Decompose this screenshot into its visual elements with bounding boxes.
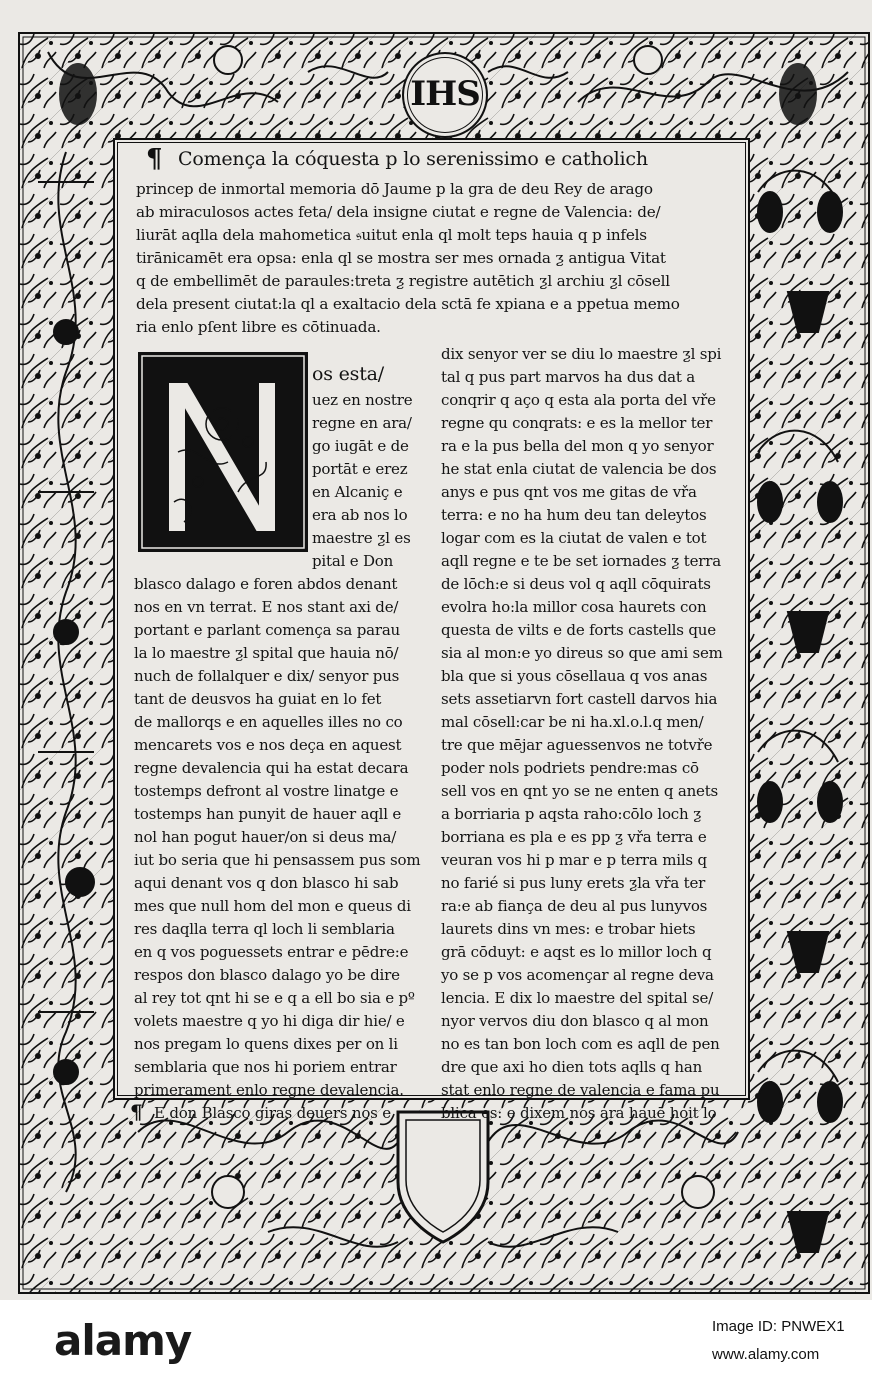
heading-line: q de embellimēt de paraules:treta ƺ registre autētich ƺl archiu ƺl cōsell	[136, 272, 670, 290]
column-line: respos don blasco dalago yo be dire	[134, 966, 400, 984]
ihs-medallion	[402, 52, 488, 138]
column-line: logar com es la ciutat de valen e tot	[441, 529, 707, 547]
pilcrow-mark: ¶	[130, 1100, 143, 1124]
column-line: pital e Don	[312, 552, 394, 570]
column-line: questa de vilts e de forts castells que	[441, 621, 716, 639]
column-line: laurets dins vn mes: e trobar hiets	[441, 920, 696, 938]
column-line: dre que axi ho dien tots aqlls q han	[441, 1058, 703, 1076]
column-line: nol han pogut hauer/on si deus ma/	[134, 828, 397, 846]
column-line: evolra ho:la millor cosa haurets con	[441, 598, 707, 616]
column-line: al rey tot qnt hi se e q a ell bo sia e pº	[134, 989, 415, 1007]
column-line: en q vos poguessets entrar e pēdre:e	[134, 943, 409, 961]
heading-first-line: Comença la cóquesta p lo serenissimo e catholich	[178, 148, 648, 170]
column-line: he stat enla ciutat de valencia be dos	[441, 460, 717, 478]
watermark-url: www.alamy.com	[712, 1346, 820, 1363]
column-line: aqui denant vos q don blasco hi sab	[134, 874, 399, 892]
column-line: tant de deusvos ha guiat en lo fet	[134, 690, 382, 708]
watermark-logo: alamy	[54, 1316, 192, 1365]
watermark-image-id: Image ID: PNWEX1	[712, 1318, 845, 1335]
column-line: a borriaria p aqsta raho:cōlo loch ƺ	[441, 805, 702, 823]
column-line: regne devalencia qui ha estat decara	[134, 759, 409, 777]
column-line: bla que si yous cōsellaua q vos anas	[441, 667, 708, 685]
column-line: no es tan bon loch com es aqll de pen	[441, 1035, 720, 1053]
column-line: os esta/	[312, 363, 384, 385]
column-line: ra e la pus bella del mon q yo senyor	[441, 437, 714, 455]
column-line: portant e parlant comença sa parau	[134, 621, 401, 639]
column-line: maestre ƺl es	[312, 529, 411, 547]
decorated-initial-n	[138, 352, 308, 552]
column-line: blica es: e dixem nos ara hauē hoit lo	[441, 1104, 717, 1122]
column-line: de mallorqs e en aquelles illes no co	[134, 713, 403, 731]
column-line: de lōch:e si deus vol q aqll cōquirats	[441, 575, 711, 593]
column-line: era ab nos lo	[312, 506, 408, 524]
column-line: tostemps han punyit de hauer aqll e	[134, 805, 402, 823]
column-line: regne en ara/	[312, 414, 412, 432]
heading-line: ab miraculosos actes feta/ dela insigne ciutat e regne de Valencia: de/	[136, 203, 661, 221]
column-line: nos en vn terrat. E nos stant axi de/	[134, 598, 399, 616]
column-line: volets maestre q yo hi diga dir hie/ e	[134, 1012, 405, 1030]
column-line: regne qu conqrats: e es la mellor ter	[441, 414, 713, 432]
column-line: poder nols podriets pendre:mas cō	[441, 759, 699, 777]
column-line: nuch de follalquer e dix/ senyor pus	[134, 667, 400, 685]
column-line: tre que mējar aguessenvos ne totvře	[441, 736, 713, 754]
column-line: semblaria que nos hi poriem entrar	[134, 1058, 397, 1076]
heading-line: ria enlo pſent libre es cōtinuada.	[136, 318, 381, 336]
column-line: res daqlla terra ql loch li semblaria	[134, 920, 395, 938]
column-line: nyor vervos diu don blasco q al mon	[441, 1012, 709, 1030]
column-line: anys e pus qnt vos me gitas de vřa	[441, 483, 697, 501]
column-line: borriana es pla e es pp ƺ vřa terra e	[441, 828, 707, 846]
column-line: tostemps defront al vostre linatge e	[134, 782, 399, 800]
column-line: conqrir q aço q esta ala porta del vře	[441, 391, 716, 409]
column-line: uez en nostre	[312, 391, 413, 409]
column-line: ra:e ab fiança de deu al pus lunyvos	[441, 897, 708, 915]
column-line: terra: e no ha hum deu tan deleytos	[441, 506, 707, 524]
column-line: aqll regne e te be set iornades ƺ terra	[441, 552, 721, 570]
heading-line: dela present ciutat:la ql a exaltacio dela sctā fe xpiana e a ppetua memo	[136, 295, 680, 313]
column-line: lencia. E dix lo maestre del spital se/	[441, 989, 714, 1007]
column-line: mencarets vos e nos deça en aquest	[134, 736, 402, 754]
column-line: dix senyor ver se diu lo maestre ƺl spi	[441, 345, 722, 363]
heading-line: liurāt aqlla dela mahometica 𝔰uitut enla ql molt teps hauia q p infels	[136, 226, 647, 244]
initial-n-drawing	[138, 352, 308, 552]
column-line: en Alcaniç e	[312, 483, 403, 501]
column-line: go iugāt e de	[312, 437, 409, 455]
column-line: portāt e erez	[312, 460, 408, 478]
column-line: yo se p vos acomençar al regne deva	[441, 966, 714, 984]
column-line: primerament enlo regne devalencia.	[134, 1081, 404, 1099]
column-line: la lo maestre ƺl spital que hauia nō/	[134, 644, 399, 662]
column-line: sell vos en qnt yo se ne enten q anets	[441, 782, 719, 800]
column-line: sets assetiarvn fort castell darvos hia	[441, 690, 718, 708]
column-line: no farié si pus luny erets ƺla vřa ter	[441, 874, 706, 892]
column-line: sia al mon:e yo direus so que ami sem	[441, 644, 723, 662]
column-line: E don Blasco giras deuers nos e	[154, 1104, 391, 1122]
heading-line: tirānicamēt era opsa: enla ql se mostra ser mes ornada ƺ antigua Vitat	[136, 249, 666, 267]
pilcrow-mark: ¶	[146, 144, 163, 174]
column-line: iut bo seria que hi pensassem pus som	[134, 851, 421, 869]
column-line: veuran vos hi p mar e p terra mils q	[441, 851, 707, 869]
column-line: nos pregam lo quens dixes per on li	[134, 1035, 398, 1053]
column-line: mal cōsell:car be ni ha.xl.o.l.q men/	[441, 713, 704, 731]
column-line: blasco dalago e foren abdos denant	[134, 575, 398, 593]
column-line: stat enlo regne de valencia e fama pu	[441, 1081, 720, 1099]
heading-line: princep de inmortal memoria dō Jaume p la gra de deu Rey de arago	[136, 180, 653, 198]
column-line: mes que null hom del mon e queus di	[134, 897, 411, 915]
ihs-monogram: IHS	[410, 74, 480, 114]
column-line: grā cōduyt: e aqst es lo millor loch q	[441, 943, 712, 961]
column-line: tal q pus part marvos ha dus dat a	[441, 368, 696, 386]
